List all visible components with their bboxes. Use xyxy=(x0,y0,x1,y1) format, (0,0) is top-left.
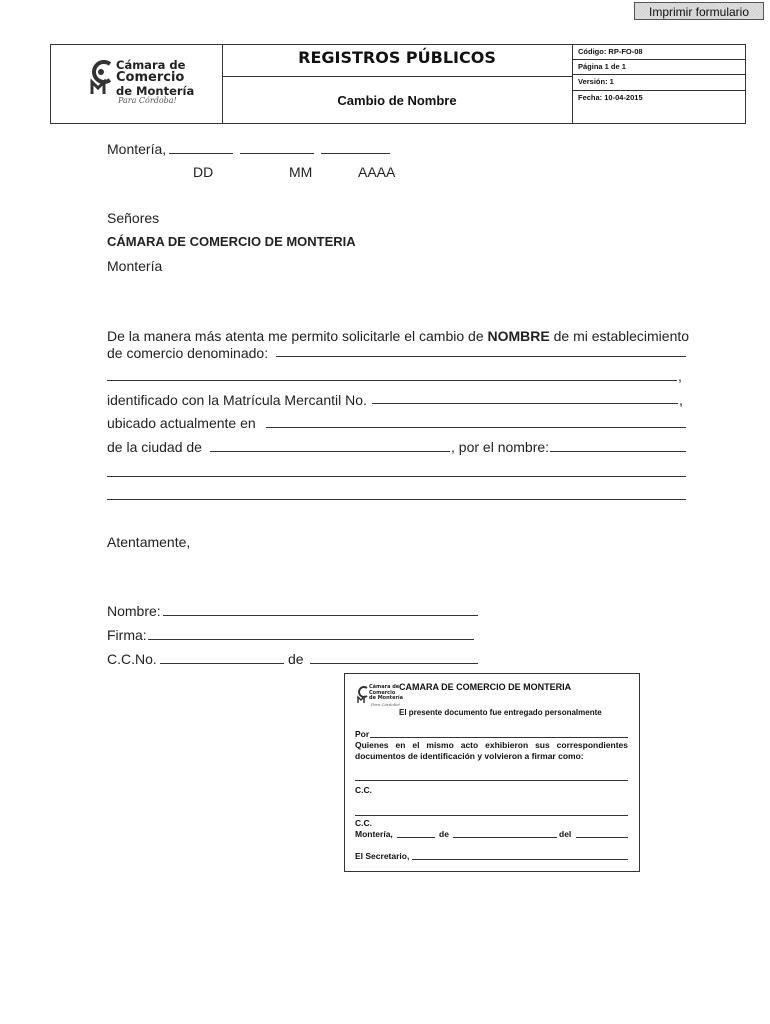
new-name-field[interactable] xyxy=(550,451,686,452)
new-name-field-3[interactable] xyxy=(107,499,686,500)
city-field[interactable] xyxy=(210,451,450,452)
addressee-org: CÁMARA DE COMERCIO DE MONTERIA xyxy=(107,234,356,249)
matricula-field[interactable] xyxy=(372,403,678,404)
closing: Atentamente, xyxy=(107,534,191,550)
receipt-text-2: documentos de identificación y volvieron a firmar como: xyxy=(355,751,584,761)
doc-date: Fecha: 10-04-2015 xyxy=(578,93,643,102)
header-divider xyxy=(572,74,746,75)
receipt-signature-field-2[interactable] xyxy=(355,815,628,816)
document-title: REGISTROS PÚBLICOS xyxy=(298,48,496,67)
receipt-text-1: Quienes en el mismo acto exhibieron sus correspondientes xyxy=(355,740,628,750)
header-divider xyxy=(572,59,746,60)
receipt-secretary-label: El Secretario, xyxy=(355,851,410,861)
request-line: De la manera más atenta me permito solicitarle el cambio de NOMBRE de mi establecimiento xyxy=(107,328,690,344)
receipt-logo-text: Cámara de Comercio de Montería xyxy=(369,684,404,701)
document-subtitle: Cambio de Nombre xyxy=(337,93,457,108)
receipt-logo-tagline: Para Córdoba! xyxy=(371,702,401,707)
receipt-cc-1: C.C. xyxy=(355,785,372,795)
new-name-label: , por el nombre: xyxy=(451,439,550,455)
year-label: AAAA xyxy=(358,164,396,180)
city-field-label: de la ciudad de xyxy=(107,439,202,455)
logo-tagline: Para Córdoba! xyxy=(118,96,177,105)
header-divider xyxy=(222,76,572,77)
new-name-field-2[interactable] xyxy=(107,476,686,477)
establishment-name-field[interactable] xyxy=(276,356,686,357)
establishment-name-field-2[interactable] xyxy=(107,380,677,381)
receipt-month-field[interactable] xyxy=(453,837,557,838)
header-divider xyxy=(572,44,573,124)
comma: , xyxy=(679,392,683,408)
day-field[interactable] xyxy=(169,153,233,154)
signature-field[interactable] xyxy=(148,639,474,640)
id-number-label: C.C.No. xyxy=(107,651,157,667)
month-field[interactable] xyxy=(240,153,314,154)
receipt-secretary-field[interactable] xyxy=(412,859,628,860)
receipt-title: CAMARA DE COMERCIO DE MONTERIA xyxy=(399,682,572,692)
print-form-button[interactable]: Imprimir formulario xyxy=(634,2,764,20)
matricula-label: identificado con la Matrícula Mercantil No. xyxy=(107,392,367,408)
day-label: DD xyxy=(193,164,214,180)
comma: , xyxy=(678,368,682,384)
id-city-field[interactable] xyxy=(310,663,478,664)
city-label: Montería, xyxy=(107,141,167,157)
location-label: ubicado actualmente en xyxy=(107,415,256,431)
id-number-field[interactable] xyxy=(160,663,284,664)
receipt-del-label: del xyxy=(559,829,572,839)
signature-name-field[interactable] xyxy=(163,615,478,616)
receipt-signature-field-1[interactable] xyxy=(355,780,628,781)
chamber-logo-icon xyxy=(356,685,370,703)
year-field[interactable] xyxy=(321,153,390,154)
chamber-logo-icon xyxy=(88,58,116,94)
receipt-note: El presente documento fue entregado personalmente xyxy=(399,708,602,717)
signature-name-label: Nombre: xyxy=(107,603,161,619)
id-city-label: de xyxy=(288,651,304,667)
receipt-day-field[interactable] xyxy=(397,837,435,838)
receipt-de-label: de xyxy=(439,829,449,839)
doc-code: Código: RP-FO-08 xyxy=(578,47,643,56)
receipt-cc-2: C.C. xyxy=(355,818,372,828)
receipt-por-label: Por xyxy=(355,729,370,739)
receipt-city-label: Montería, xyxy=(355,829,393,839)
signature-label: Firma: xyxy=(107,627,147,643)
logo-text: Cámara de Comercio de Montería xyxy=(116,58,195,98)
establishment-label: de comercio denominado: xyxy=(107,345,269,361)
header-divider xyxy=(572,90,746,91)
receipt-por-field[interactable] xyxy=(370,737,628,738)
addressee-city: Montería xyxy=(107,258,163,274)
salutation: Señores xyxy=(107,210,160,226)
doc-version: Versión: 1 xyxy=(578,77,614,86)
receipt-year-field[interactable] xyxy=(576,837,628,838)
month-label: MM xyxy=(289,164,313,180)
location-field[interactable] xyxy=(266,427,686,428)
doc-page: Página 1 de 1 xyxy=(578,62,626,71)
